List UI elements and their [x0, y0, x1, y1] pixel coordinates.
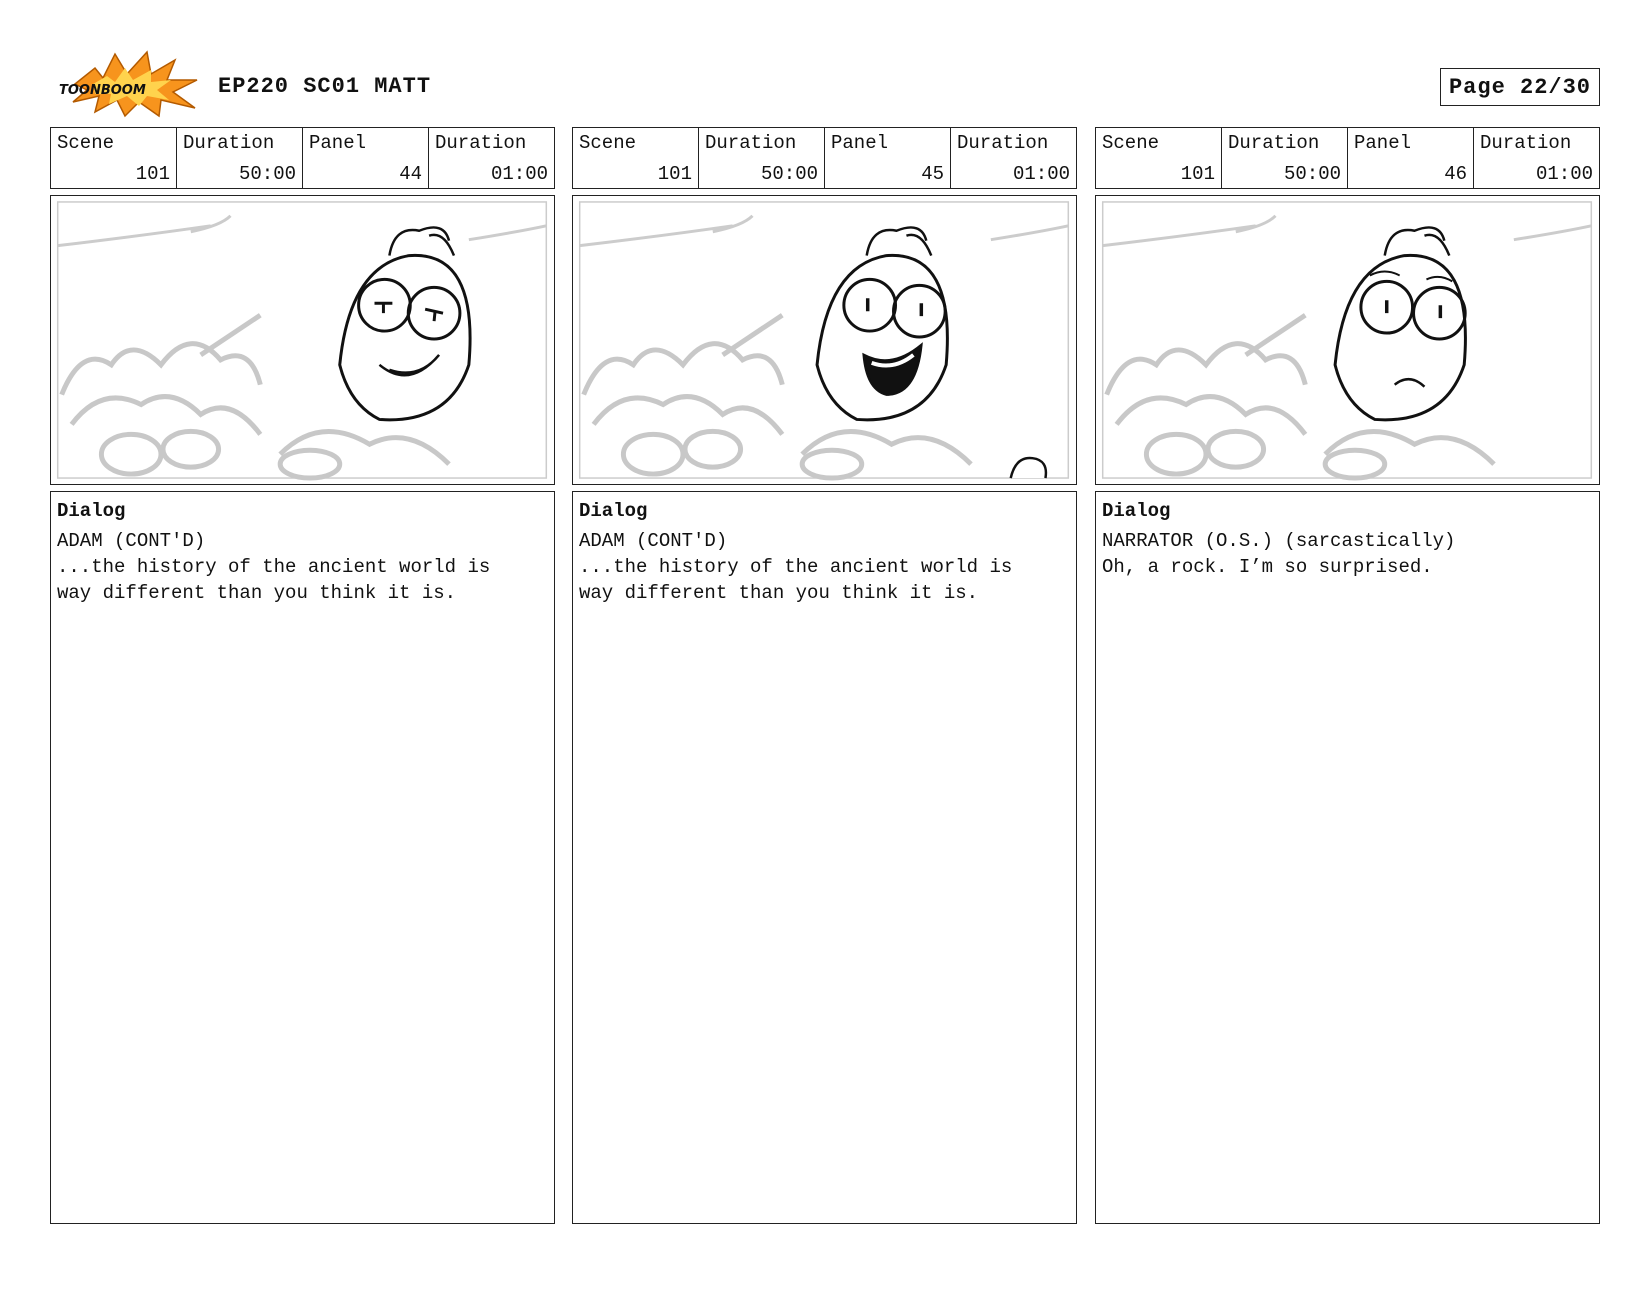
duration-label: Duration — [183, 132, 275, 154]
panel-duration-value: 01:00 — [1535, 163, 1593, 185]
dialog-heading: Dialog — [579, 500, 648, 522]
dialog-speaker: ADAM (CONT'D) — [57, 530, 206, 552]
scene-duration-cell — [1222, 128, 1348, 188]
panel-duration-value: 01:00 — [490, 163, 548, 185]
duration-label: Duration — [957, 132, 1049, 154]
panel-duration-cell — [1474, 128, 1599, 188]
document-title: EP220 SC01 MATT — [218, 74, 432, 99]
storyboard-panel-3 — [1095, 127, 1600, 1224]
scene-duration-cell — [699, 128, 825, 188]
panel-label: Panel — [831, 132, 889, 154]
panel-drawing — [572, 195, 1077, 485]
dialog-line-1: Oh, a rock. I’m so surprised. — [1102, 556, 1433, 578]
duration-label: Duration — [705, 132, 797, 154]
scene-cell — [573, 128, 699, 188]
duration-label: Duration — [1228, 132, 1320, 154]
dialog-line-2: way different than you think it is. — [57, 582, 457, 604]
dialog-box — [572, 491, 1077, 1224]
panel-drawing — [1095, 195, 1600, 485]
dialog-line-1: ...the history of the ancient world is — [57, 556, 491, 578]
panel-info-bar — [572, 127, 1077, 189]
panel-cell — [1348, 128, 1474, 188]
scene-value: 101 — [657, 163, 692, 185]
scene-duration-cell — [177, 128, 303, 188]
dialog-line-1: ...the history of the ancient world is — [579, 556, 1013, 578]
toonboom-logo — [55, 50, 200, 118]
dialog-box — [50, 491, 555, 1224]
scene-cell — [1096, 128, 1222, 188]
dialog-heading: Dialog — [57, 500, 126, 522]
scene-cell — [51, 128, 177, 188]
svg-text:TOONBOOM: TOONBOOM — [59, 83, 146, 98]
dialog-heading: Dialog — [1102, 500, 1171, 522]
character-sketch — [1096, 196, 1599, 484]
scene-duration-value: 50:00 — [1283, 163, 1341, 185]
dialog-speaker: NARRATOR (O.S.) (sarcastically) — [1102, 530, 1456, 552]
scene-value: 101 — [135, 163, 170, 185]
character-sketch — [573, 196, 1076, 484]
dialog-box — [1095, 491, 1600, 1224]
panel-cell — [825, 128, 951, 188]
storyboard-panel-2 — [572, 127, 1077, 1224]
panel-duration-value: 01:00 — [1012, 163, 1070, 185]
panel-label: Panel — [1354, 132, 1412, 154]
scene-value: 101 — [1180, 163, 1215, 185]
dialog-speaker: ADAM (CONT'D) — [579, 530, 728, 552]
panel-drawing — [50, 195, 555, 485]
duration-label: Duration — [435, 132, 527, 154]
scene-label: Scene — [57, 132, 115, 154]
panel-info-bar — [50, 127, 555, 189]
dialog-line-2: way different than you think it is. — [579, 582, 979, 604]
page-number: Page 22/30 — [1440, 68, 1600, 106]
duration-label: Duration — [1480, 132, 1572, 154]
scene-label: Scene — [579, 132, 637, 154]
panel-info-bar — [1095, 127, 1600, 189]
panel-value: 46 — [1444, 163, 1467, 185]
scene-label: Scene — [1102, 132, 1160, 154]
panel-duration-cell — [429, 128, 554, 188]
panel-value: 44 — [399, 163, 422, 185]
storyboard-panel-1 — [50, 127, 555, 1224]
panel-cell — [303, 128, 429, 188]
panel-duration-cell — [951, 128, 1076, 188]
scene-duration-value: 50:00 — [760, 163, 818, 185]
scene-duration-value: 50:00 — [238, 163, 296, 185]
panel-label: Panel — [309, 132, 367, 154]
character-sketch — [51, 196, 554, 484]
panel-value: 45 — [921, 163, 944, 185]
